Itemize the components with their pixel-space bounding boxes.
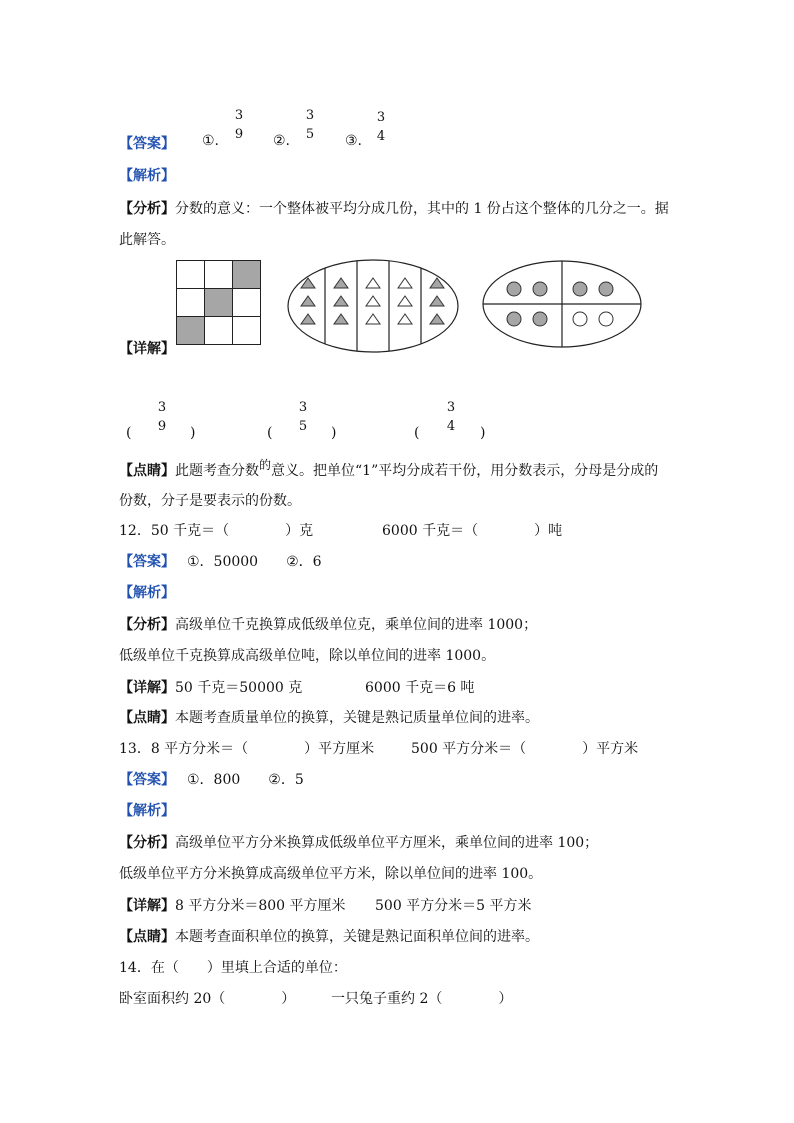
denominator: 5 [298,419,308,434]
analysis-tag: 【解析】 [119,803,175,819]
detail-tag: 【详解】 [119,680,175,696]
q12-question-b: 6000 千克＝（ ）吨 [382,523,563,539]
answer-marker-2: ②. [273,133,291,149]
result-open-3: ( [414,425,420,441]
answer-text: ①．50000 ②．6 [187,554,322,570]
analysis-tag: 【解析】 [119,168,175,184]
denominator: 9 [157,419,167,434]
fenxi-tag: 【分析】 [119,201,175,217]
numerator: 3 [305,108,315,123]
dianjing-line-1 [119,460,658,480]
denominator: 5 [305,127,315,142]
analysis-tag: 【解析】 [119,585,175,601]
q13-fenxi-line-2: 低级单位平方分米换算成高级单位平方米，除以单位间的进率 100。 [119,866,543,882]
result-fraction-2 [293,400,313,435]
result-open-1: ( [126,425,132,441]
q12-fenxi-line-2: 低级单位千克换算成高级单位吨，除以单位间的进率 1000。 [119,648,496,664]
result-fraction-3 [441,400,461,435]
numerator: 3 [157,400,167,415]
denominator: 9 [234,127,244,142]
result-close-3: ) [480,425,486,441]
fenxi-text: 分数的意义：一个整体被平均分成几份，其中的 1 份占这个整体的几分之一。据 [175,201,669,217]
answer-fraction-2 [300,108,320,143]
result-fraction-1 [152,400,172,435]
detail-tag: 【详解】 [119,898,175,914]
fenxi-text: 高级单位千克换算成低级单位克，乘单位间的进率 1000； [175,617,538,633]
q12-answer [119,551,322,571]
dianjing-text: 本题考查质量单位的换算，关键是熟记质量单位间的进率。 [175,710,539,726]
dianjing-tag: 【点睛】 [119,929,175,945]
answer-fraction-3 [371,110,391,145]
answer-text: ①．800 ②．5 [187,772,304,788]
denominator: 4 [446,419,456,434]
grid-figure [176,260,262,346]
q13-detail [119,895,346,915]
q13-dianjing [119,926,539,946]
q12-detail-b: 6000 千克＝6 吨 [365,680,475,696]
numerator: 3 [446,400,456,415]
fenxi-text: 高级单位平方分米换算成低级单位平方厘米，乘单位间的进率 100； [175,835,599,851]
fenxi-tag: 【分析】 [119,617,175,633]
numerator: 3 [234,108,244,123]
q12-detail [119,677,302,697]
fenxi-line-1 [119,198,669,218]
dianjing-text-b: 意义。把单位“1”平均分成若干份，用分数表示，分母是分成的 [271,463,659,479]
dianjing-text-a: 此题考查分数 [175,463,259,479]
dianjing-sup: 的 [259,458,272,472]
answer-tag: 【答案】 [119,554,175,570]
q12-dianjing [119,707,539,727]
numerator: 3 [376,110,386,125]
answer-marker-1: ①. [202,133,220,149]
result-open-2: ( [267,425,273,441]
dianjing-tag: 【点睛】 [119,463,175,479]
fenxi-tag: 【分析】 [119,835,175,851]
q14-question: 14．在（ ）里填上合适的单位： [119,960,347,976]
q12-fenxi-line-1 [119,614,537,634]
q13-detail-b: 500 平方分米＝5 平方米 [375,898,532,914]
dianjing-text: 本题考查面积单位的换算，关键是熟记面积单位间的进率。 [175,929,539,945]
circle-oval-figure [482,260,642,348]
dianjing-tag: 【点睛】 [119,710,175,726]
q13-answer [119,769,304,789]
q13-question-b: 500 平方分米＝（ ）平方米 [411,741,639,757]
q13-fenxi-line-1 [119,832,598,852]
fenxi-line-2: 此解答。 [119,232,175,248]
answer-fraction-1 [229,108,249,143]
result-close-2: ) [331,425,337,441]
answer-tag: 【答案】 [119,136,175,152]
q14-item-b: 一只兔子重约 2（ ） [331,991,513,1007]
detail-a: 8 平方分米＝800 平方厘米 [175,898,346,914]
q12-question-a: 12．50 千克＝（ ）克 [119,523,314,539]
answer-marker-3: ③. [345,133,363,149]
denominator: 4 [376,129,386,144]
detail-a: 50 千克＝50000 克 [175,680,303,696]
q13-question-a: 13．8 平方分米＝（ ）平方厘米 [119,741,375,757]
dianjing-line-2: 份数，分子是要表示的份数。 [119,493,301,509]
numerator: 3 [298,400,308,415]
result-close-1: ) [190,425,196,441]
q14-item-a: 卧室面积约 20（ ） [119,991,296,1007]
answer-tag: 【答案】 [119,772,175,788]
detail-tag: 【详解】 [119,341,175,357]
triangle-oval-figure [287,259,459,353]
